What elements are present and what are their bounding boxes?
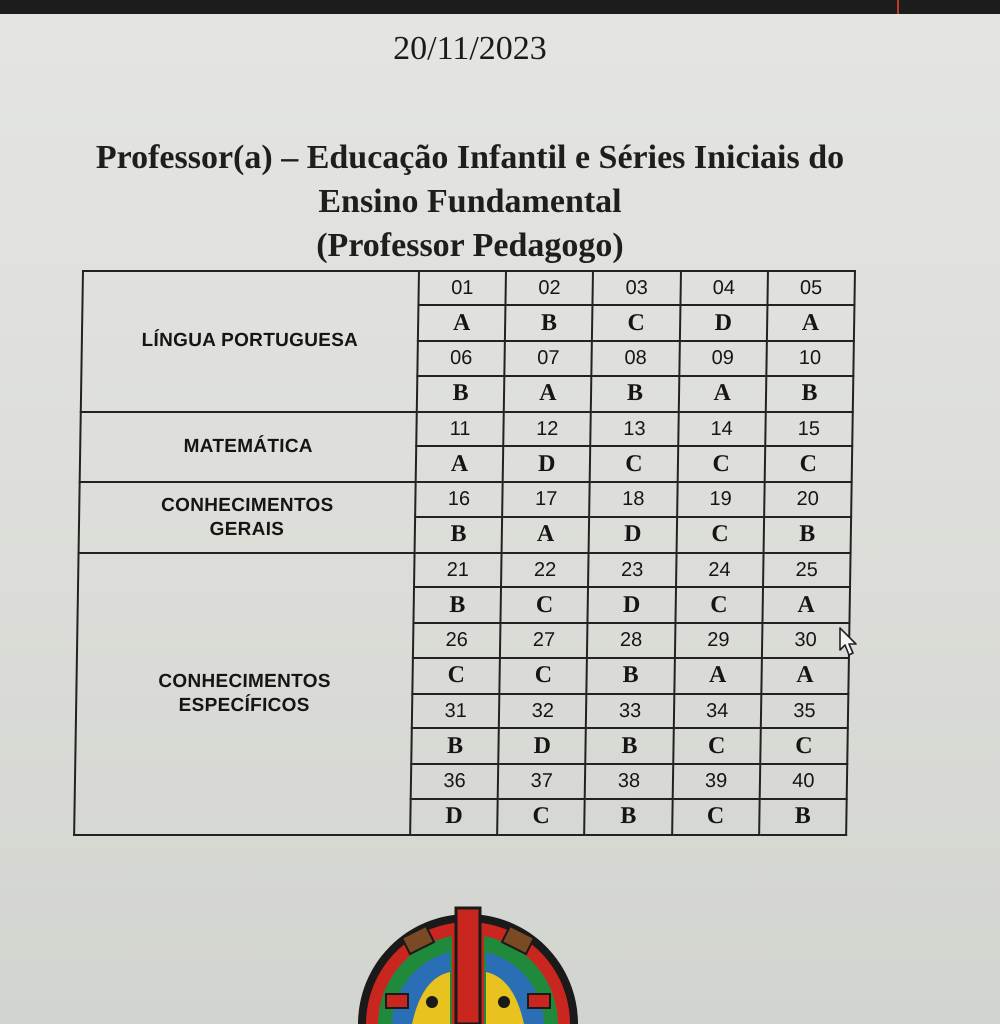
answer-cell: B [591,376,679,412]
answer-cell: C [675,587,763,623]
question-number-cell: 39 [672,764,760,798]
answer-cell: C [676,517,764,553]
answer-cell: C [500,658,588,694]
question-number-cell: 31 [412,694,500,728]
question-number-row [80,412,853,446]
question-number-cell: 26 [413,623,501,657]
question-number-cell: 36 [411,764,499,798]
question-number-cell: 37 [498,764,586,798]
question-number-cell: 21 [414,553,502,587]
question-number-cell: 33 [586,694,674,728]
answer-cell: C [592,305,680,341]
answer-cell: C [760,728,848,764]
answer-cell: A [418,305,506,341]
subject-label-line-1: CONHECIMENTOS [158,670,331,692]
answer-cell: A [674,658,762,694]
question-number-cell: 07 [505,341,593,375]
question-number-cell: 08 [592,341,680,375]
answer-cell: B [587,658,675,694]
subject-label [74,553,414,835]
document-date: 20/11/2023 [393,30,547,67]
question-number-cell: 34 [673,694,761,728]
answer-cell: C [764,446,852,482]
answer-key-body [74,271,855,835]
subject-label: MATEMÁTICA [80,412,417,482]
question-number-cell: 01 [418,271,506,305]
answer-cell: B [415,517,503,553]
answer-cell: C [677,446,765,482]
question-number-cell: 05 [767,271,855,305]
answer-cell: D [503,446,591,482]
answer-cell: D [679,305,767,341]
answer-cell: A [762,587,850,623]
question-number-cell: 09 [679,341,767,375]
answer-cell: A [761,658,849,694]
title-line-2: Ensino Fundamental [318,183,622,220]
answer-cell: B [413,587,501,623]
question-number-cell: 28 [587,623,675,657]
subject-label-line-1: CONHECIMENTOS [160,494,334,516]
question-number-row [79,482,852,516]
question-number-cell: 32 [499,694,587,728]
answer-cell: D [588,587,676,623]
question-number-cell: 23 [588,553,676,587]
answer-cell: A [504,376,592,412]
answer-cell: B [759,799,847,835]
answer-cell: C [497,799,585,835]
question-number-cell: 19 [677,482,765,516]
question-number-cell: 10 [766,341,854,375]
question-number-cell: 16 [415,482,503,516]
subject-label: LÍNGUA PORTUGUESA [81,271,419,412]
answer-cell: C [412,658,500,694]
monitor-top-bezel [0,0,1000,14]
question-number-cell: 17 [502,482,590,516]
question-number-cell: 04 [680,271,768,305]
question-number-cell: 11 [416,412,504,446]
question-number-cell: 29 [674,623,762,657]
title-line-1: Professor(a) – Educação Infantil e Séries Iniciais do [95,139,845,176]
answer-cell: C [501,587,589,623]
answer-cell: B [763,517,851,553]
answer-cell: B [584,799,672,835]
question-number-cell: 02 [506,271,594,305]
answer-cell: A [767,305,855,341]
answer-cell: D [589,517,677,553]
question-number-cell: 38 [585,764,673,798]
answer-cell: C [590,446,678,482]
answer-cell: A [416,446,504,482]
question-number-cell: 24 [676,553,764,587]
answer-key-table [73,270,856,836]
question-number-cell: 15 [765,412,853,446]
question-number-cell: 06 [417,341,505,375]
subject-label-line-2: ESPECÍFICOS [178,694,310,716]
answer-cell: B [505,305,593,341]
question-number-cell: 40 [759,764,847,798]
question-number-cell: 03 [593,271,681,305]
institution-emblem-icon [352,898,584,1024]
subject-label [79,482,416,552]
question-number-cell: 14 [678,412,766,446]
question-number-cell: 13 [591,412,679,446]
answer-cell: D [410,799,498,835]
subject-label-line-2: GERAIS [209,518,285,540]
answer-cell: B [766,376,854,412]
question-number-cell: 25 [763,553,851,587]
answer-cell: B [586,728,674,764]
question-number-cell: 20 [764,482,852,516]
question-number-cell: 22 [501,553,589,587]
answer-cell: B [417,376,505,412]
answer-cell: A [502,517,590,553]
bezel-red-mark [897,0,899,14]
mouse-pointer-icon [838,626,860,658]
answer-cell: B [411,728,499,764]
answer-cell: C [672,799,760,835]
question-number-row [78,553,851,587]
answer-cell: C [673,728,761,764]
question-number-cell: 18 [589,482,677,516]
question-number-cell: 30 [762,623,850,657]
answer-cell: D [498,728,586,764]
document-title [40,136,900,268]
answer-cell: A [678,376,766,412]
title-line-3: (Professor Pedagogo) [316,227,624,264]
question-number-cell: 35 [761,694,849,728]
question-number-row [82,271,855,305]
question-number-cell: 12 [503,412,591,446]
question-number-cell: 27 [500,623,588,657]
